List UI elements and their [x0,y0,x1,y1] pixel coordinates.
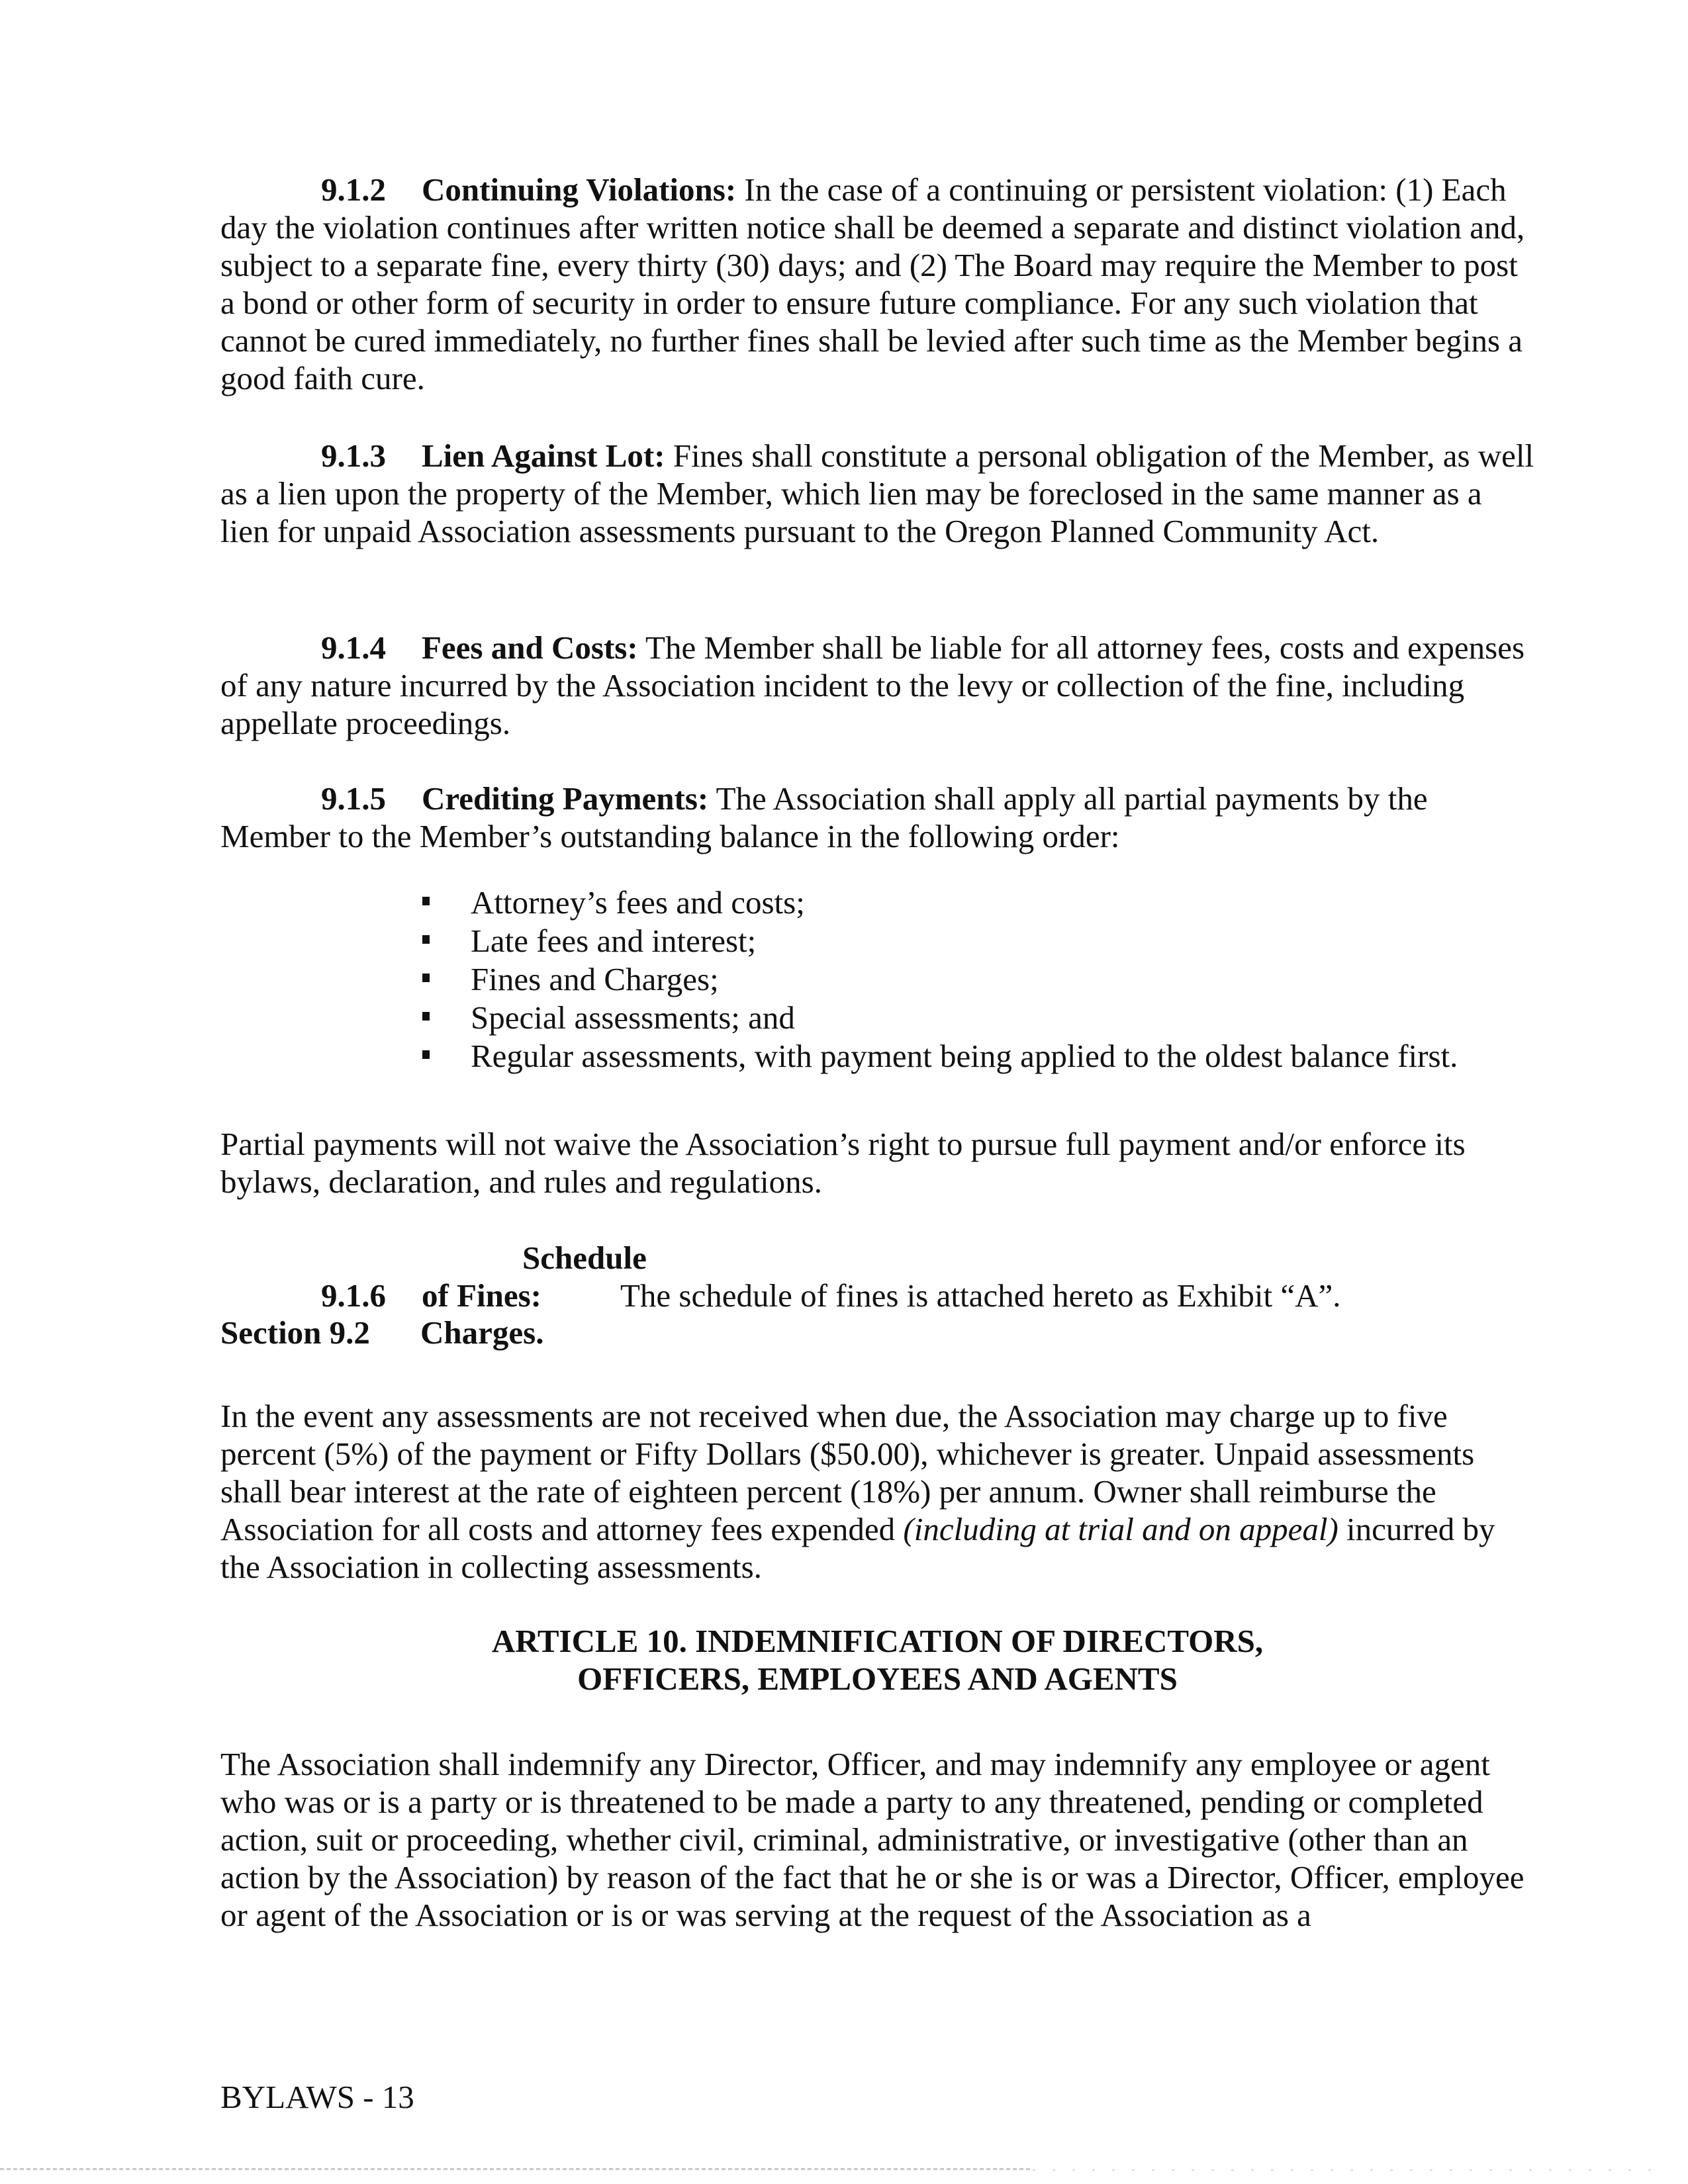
bullet-icon [422,935,430,944]
scan-artifact-line [0,2168,1033,2170]
paragraph-9-1-2 [220,171,1534,397]
paragraph-9-1-4 [220,629,1534,742]
section-number: 9.1.2 [321,171,386,208]
article-heading-line: OFFICERS, EMPLOYEES AND AGENTS [577,1661,1178,1697]
partial-payments-paragraph: Partial payments will not waive the Association’s right to pursue full payment and/or enforce its bylaws, declaration, and rules and regulations. [220,1126,1466,1200]
section-heading: Schedule of Fines: [422,1240,647,1314]
list-item: Regular assessments, with payment being applied to the oldest balance first. [422,1037,1458,1075]
section-heading: Fees and Costs: [422,629,638,666]
section-number: 9.1.6 [321,1277,386,1314]
section-text: In the case of a continuing or persistent violation: (1) Each day the violation continues after written notice shall be deemed a separate and distinct violation and, subject to a separate fine, every thirty (30) days; and (2) The Board may require the Member to post a bond or other form of security in order to ensure future compliance. For any such violation that cannot be cured immediately, no further fines shall be levied after such time as the Member begins a good faith cure. [220,171,1525,396]
section-heading: Lien Against Lot: [422,437,665,474]
bullet-icon [422,1012,430,1021]
page-footer: BYLAWS - 13 [220,2079,414,2115]
payment-order-list [422,884,1458,1075]
list-item: Fines and Charges; [422,960,1458,999]
section-heading: Continuing Violations: [422,171,737,208]
list-item: Late fees and interest; [422,922,1458,960]
article-heading-line: ARTICLE 10. INDEMNIFICATION OF DIRECTORS, [491,1623,1264,1659]
list-item: Special assessments; and [422,999,1458,1037]
list-item: Attorney’s fees and costs; [422,884,1458,922]
section-text: The Association shall apply all partial payments by the Member to the Member’s outstanding balance in the following order: [220,780,1428,854]
paragraph-9-1-6 [220,1239,1534,1314]
article-10-heading [220,1622,1534,1698]
section-number: 9.1.5 [321,780,386,817]
section-text: The Member shall be liable for all attorney fees, costs and expenses of any nature incurred by the Association incident to the levy or collection of the fine, including appellate proceedings. [220,629,1525,741]
section-text: Fines shall constitute a personal obligation of the Member, as well as a lien upon the property of the Member, which lien may be foreclosed in the same manner as a lien for unpaid Association assessments pursuant to the Oregon Planned Community Act. [220,437,1534,549]
section-number: 9.1.3 [321,437,386,474]
bullet-icon [422,1050,430,1059]
paragraph-9-1-5 [220,780,1534,855]
section-heading: Crediting Payments: [422,780,709,817]
bullet-icon [422,974,430,982]
section-number: 9.1.4 [321,629,386,666]
section-text: The schedule of fines is attached hereto as Exhibit “A”. [620,1277,1341,1314]
scan-artifact-line [1033,2169,1662,2171]
italic-note: (including at trial and on appeal) [903,1511,1338,1547]
bullet-icon [422,897,430,905]
section-label: Section 9.2 [220,1314,370,1351]
indemnification-paragraph: The Association shall indemnify any Director, Officer, and may indemnify any employee or agent who was or is a party or is threatened to be made a party to any threatened, pending or completed action, suit or proceeding, whether civil, criminal, administrative, or investigative (other than an action by the Association) by reason of the fact that he or she is or was a Director, Officer, employee or agent of the Association or is or was serving at the request of the Association as a [220,1746,1524,1933]
section-title: Charges. [420,1314,544,1351]
paragraph-9-1-3 [220,437,1534,550]
section-9-2-heading [220,1314,1534,1351]
charges-paragraph: In the event any assessments are not received when due, the Association may charge up to five percent (5%) of the payment or Fifty Dollars ($50.00), whichever is greater. Unpaid assessments shall bear interest at the rate of eighteen percent (18%) per annum. Owner shall reimburse the Association for all costs and attorney fees expended (including at trial and on appeal) incurred by the Association in collecting assessments. [220,1398,1495,1585]
